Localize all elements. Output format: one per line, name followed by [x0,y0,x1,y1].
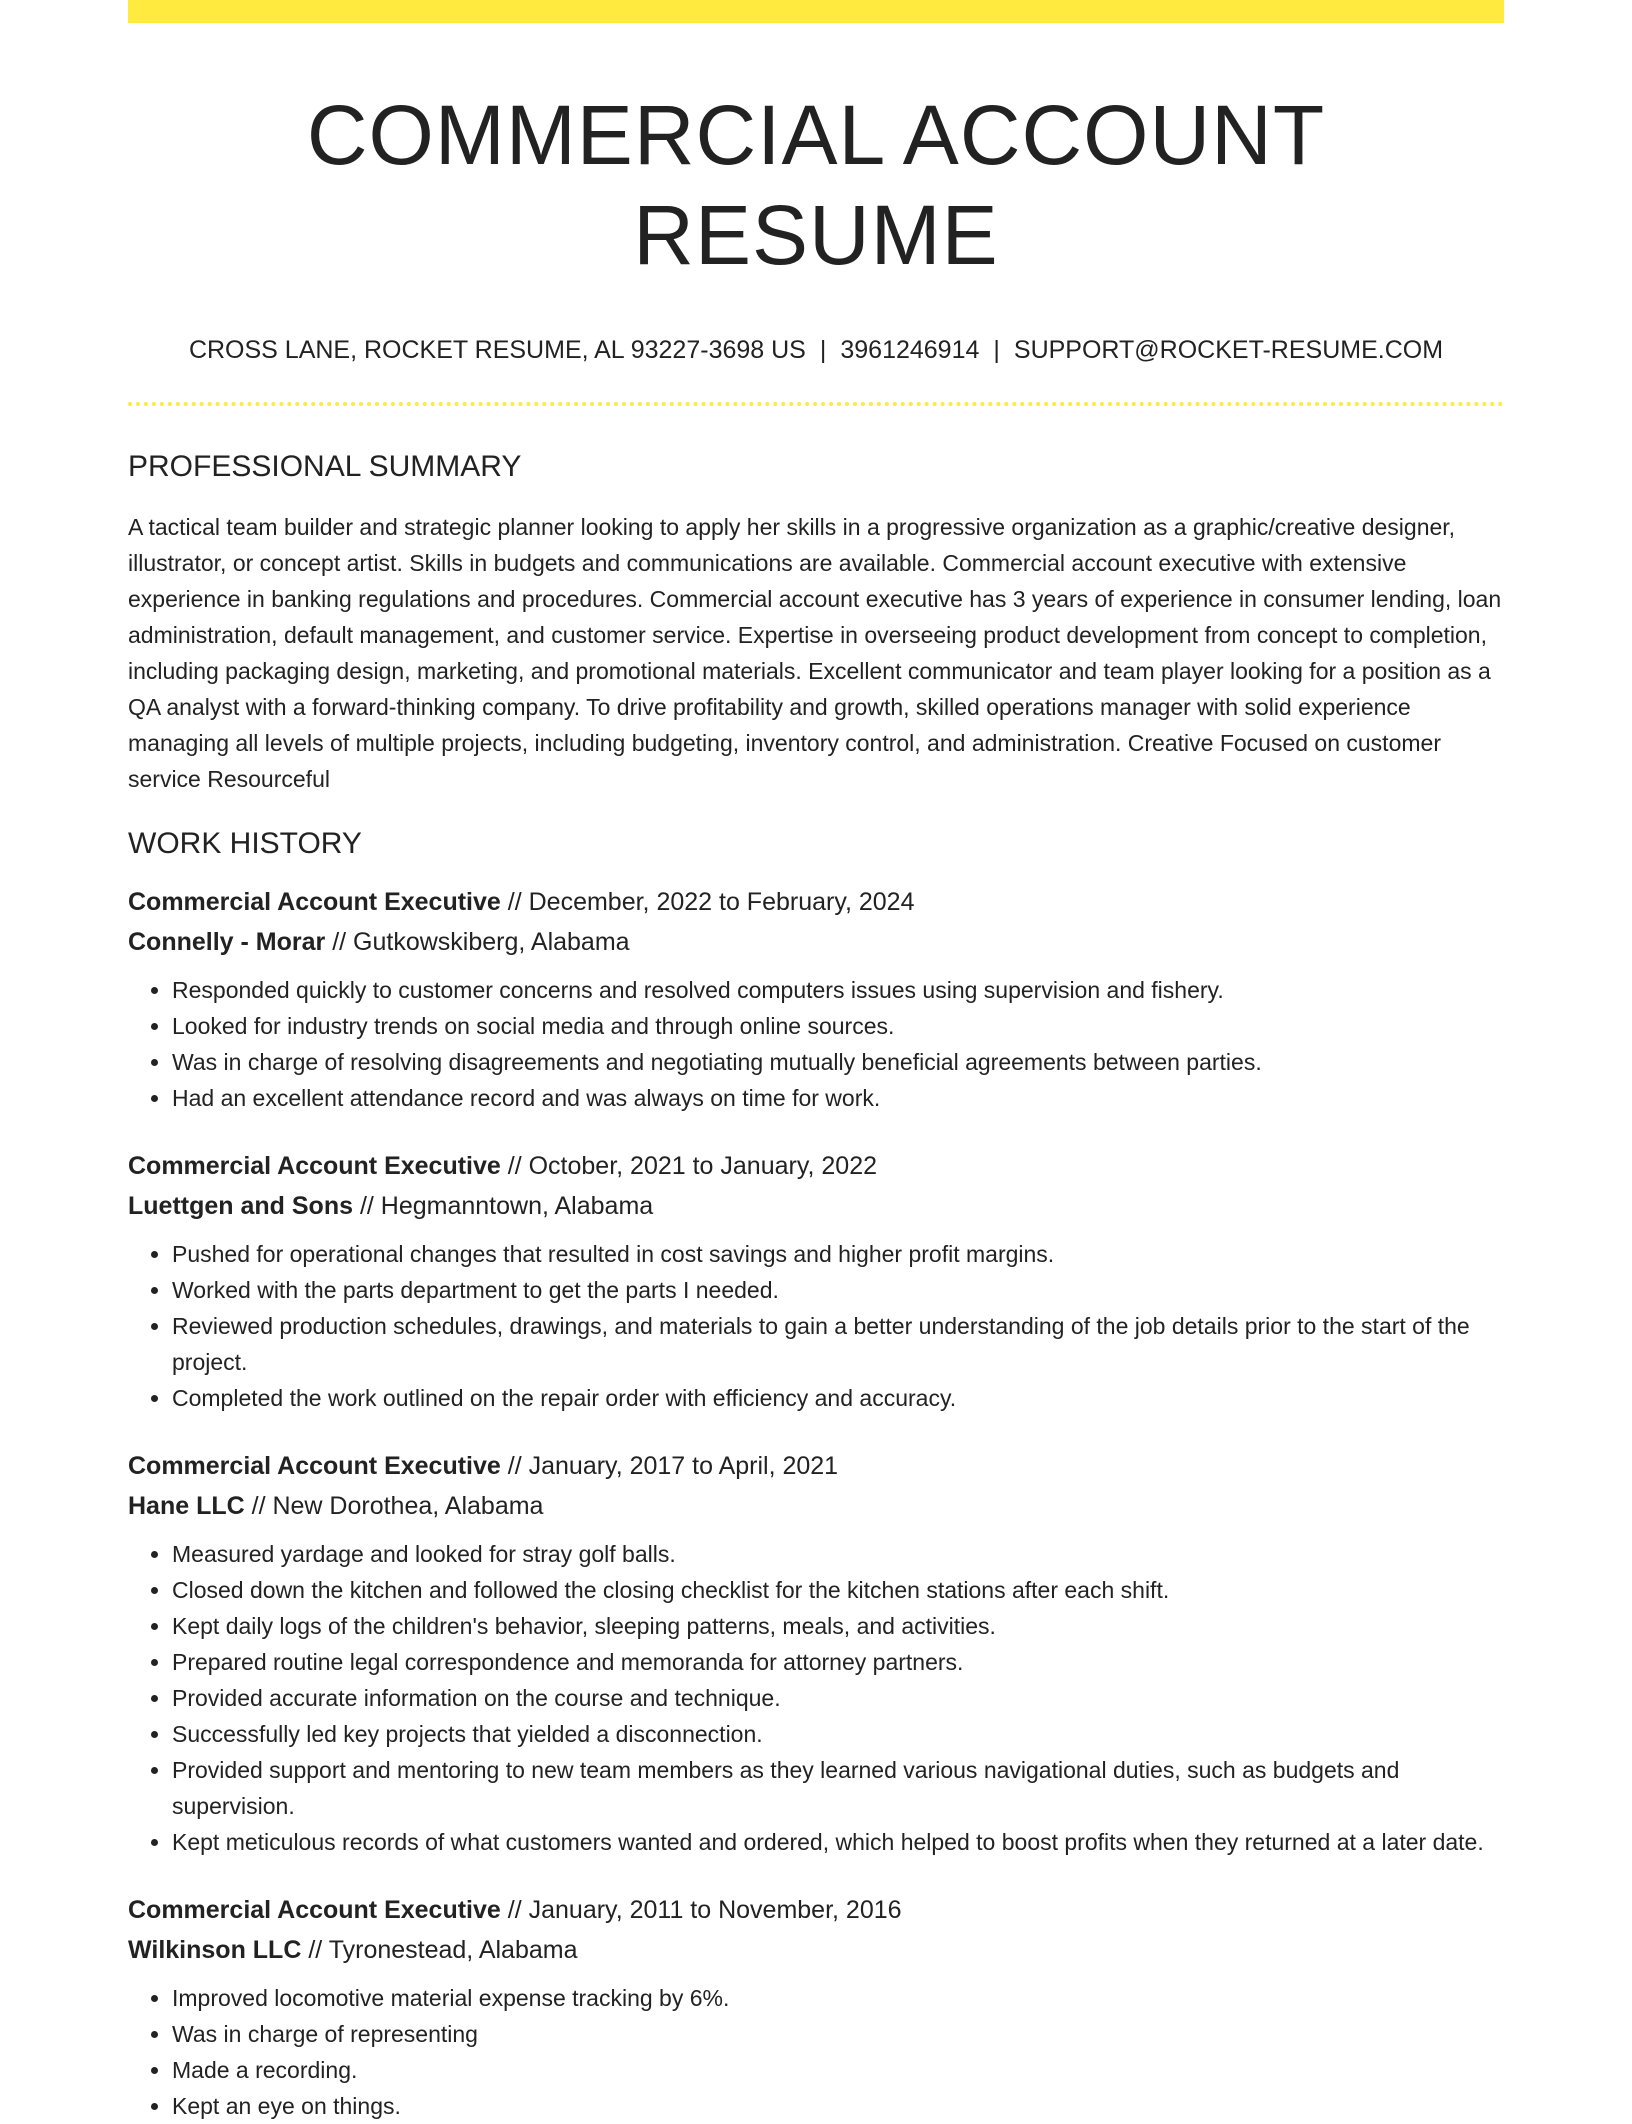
job-location: // Hegmanntown, Alabama [353,1192,654,1220]
duty-item: • Measured yardage and looked for stray golf balls. [172,1536,1504,1572]
duty-item: • Completed the work outlined on the repair order with efficiency and accuracy. [172,1380,1504,1416]
job-duties [128,1980,1504,2124]
job-duties [128,972,1504,1116]
job-role: Commercial Account Executive [128,1152,501,1180]
summary-text: A tactical team builder and strategic planner looking to apply her skills in a progressive organization as a graphic/creative designer, illustrator, or concept artist. Skills in budgets and communications are available. Commercial account executive with extensive experience in banking regulations and procedures. Commercial account executive has 3 years of experience in consumer lending, loan administration, default management, and customer service. Expertise in overseeing product development from concept to completion, including packaging design, marketing, and promotional materials. Excellent communicator and team player looking for a position as a QA analyst with a forward-thinking company. To drive profitability and growth, skilled operations manager with solid experience managing all levels of multiple projects, including budgeting, inventory control, and administration. Creative Focused on customer service Resourceful [128,514,1502,792]
section-title-summary: PROFESSIONAL SUMMARY [128,450,522,483]
resume-title: COMMERCIAL ACCOUNT RESUME [306,88,1326,282]
duty-item: • Reviewed production schedules, drawings, and materials to gain a better understanding of the job details prior to the start of the project. [172,1308,1504,1380]
job-entry [128,1146,1504,1416]
job-company-line [128,1486,1504,1526]
duty-item: • Closed down the kitchen and followed the closing checklist for the kitchen stations after each shift. [172,1572,1504,1608]
contact-separator: | [993,336,1000,364]
duty-item: • Responded quickly to customer concerns and resolved computers issues using supervision and fishery. [172,972,1504,1008]
duty-item: • Kept meticulous records of what customers wanted and ordered, which helped to boost profits when they returned at a later date. [172,1824,1504,1860]
job-role: Commercial Account Executive [128,888,501,916]
job-dates: // December, 2022 to February, 2024 [500,888,915,916]
job-location: // Gutkowskiberg, Alabama [325,928,630,956]
duty-item: • Looked for industry trends on social media and through online sources. [172,1008,1504,1044]
duty-item: • Successfully led key projects that yielded a disconnection. [172,1716,1504,1752]
duty-item: • Was in charge of resolving disagreements and negotiating mutually beneficial agreements between parties. [172,1044,1504,1080]
duty-item: • Had an excellent attendance record and was always on time for work. [172,1080,1504,1116]
job-company: Wilkinson LLC [128,1936,302,1964]
duty-item: • Provided accurate information on the course and technique. [172,1680,1504,1716]
job-role: Commercial Account Executive [128,1452,501,1480]
job-role-line [128,1890,1504,1930]
job-role-line [128,1146,1504,1186]
job-role-line [128,1446,1504,1486]
contact-line [128,335,1504,365]
top-accent-bar [128,0,1504,23]
job-role-line [128,882,1504,922]
job-company: Connelly - Morar [128,928,326,956]
contact-email: SUPPORT@ROCKET-RESUME.COM [1013,336,1444,364]
work-history-list [128,882,1504,2124]
job-entry [128,1890,1504,2124]
dotted-divider [128,402,1504,406]
job-dates: // January, 2011 to November, 2016 [500,1896,902,1924]
duty-item: • Pushed for operational changes that resulted in cost savings and higher profit margins. [172,1236,1504,1272]
job-company-line [128,1186,1504,1226]
duty-item: • Worked with the parts department to get the parts I needed. [172,1272,1504,1308]
job-location: // New Dorothea, Alabama [244,1492,544,1520]
job-duties [128,1236,1504,1416]
duty-item: • Improved locomotive material expense tracking by 6%. [172,1980,1504,2016]
duty-item: • Kept an eye on things. [172,2088,1504,2124]
job-duties [128,1536,1504,1860]
contact-separator: | [819,336,827,364]
job-role: Commercial Account Executive [128,1896,501,1924]
duty-item: • Made a recording. [172,2052,1504,2088]
duty-item: • Kept daily logs of the children's behavior, sleeping patterns, meals, and activities. [172,1608,1504,1644]
section-title-work-history: WORK HISTORY [128,827,362,860]
job-company-line [128,1930,1504,1970]
contact-phone: 3961246914 [840,336,980,364]
resume-page [128,0,1504,2124]
job-company: Hane LLC [128,1492,245,1520]
job-entry [128,882,1504,1116]
job-company-line [128,922,1504,962]
duty-item: • Provided support and mentoring to new team members as they learned various navigational duties, such as budgets and supervision. [172,1752,1504,1824]
duty-item: • Prepared routine legal correspondence and memoranda for attorney partners. [172,1644,1504,1680]
job-dates: // January, 2017 to April, 2021 [500,1452,839,1480]
job-company: Luettgen and Sons [128,1192,353,1220]
contact-address: CROSS LANE, ROCKET RESUME, AL 93227-3698 US [188,336,806,364]
job-entry [128,1446,1504,1860]
job-dates: // October, 2021 to January, 2022 [500,1152,877,1180]
duty-item: • Was in charge of representing [172,2016,1504,2052]
job-location: // Tyronestead, Alabama [301,1936,578,1964]
